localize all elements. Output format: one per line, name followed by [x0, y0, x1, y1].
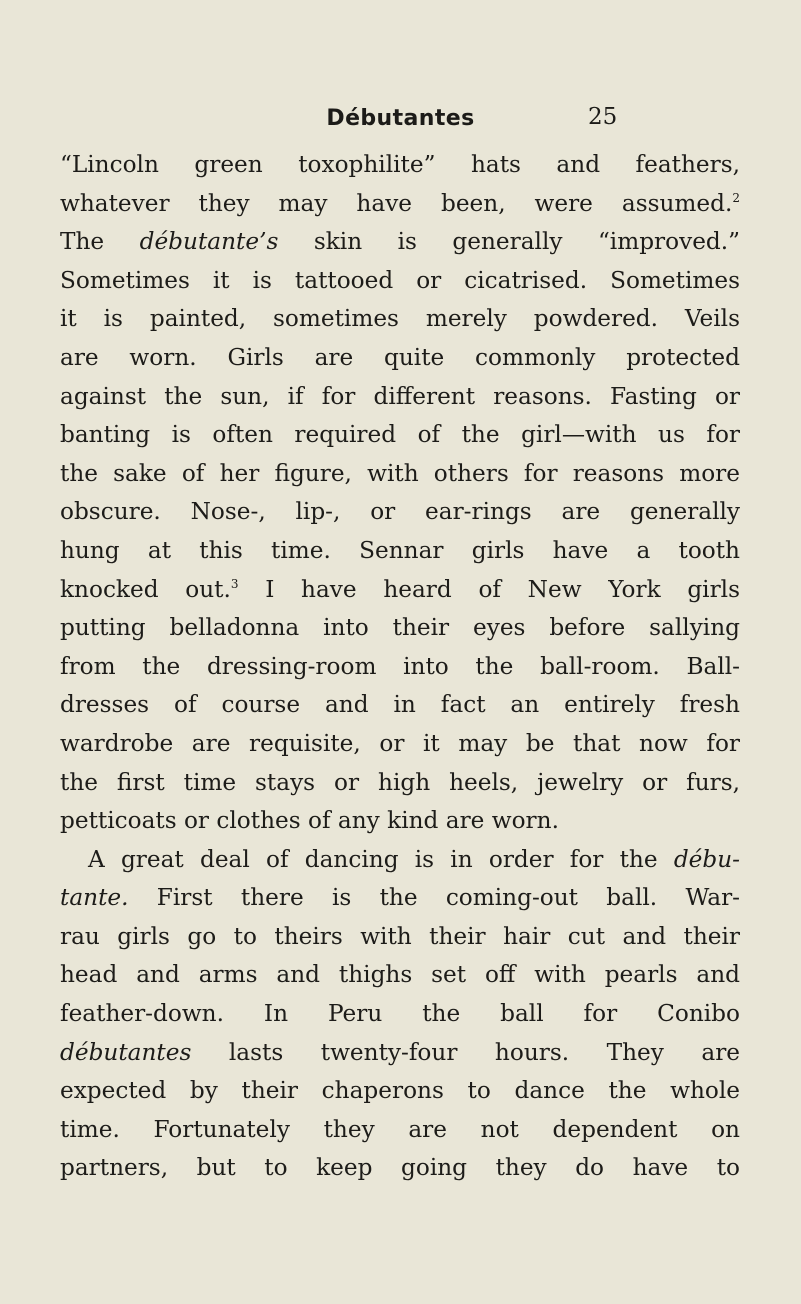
line-text: head and arms and thighs set off with pearls and	[60, 961, 740, 989]
text-line	[60, 764, 740, 803]
line-text: A great deal of dancing is in order for the	[88, 845, 658, 873]
text-line	[60, 571, 740, 610]
line-text: banting is often required of the girl—with us for	[60, 421, 740, 449]
page-number: 25	[588, 104, 618, 130]
line-text: are worn. Girls are quite commonly protected	[60, 343, 740, 371]
line-text: putting belladonna into their eyes before sallying	[60, 614, 740, 642]
line-text: “Lincoln green toxophilite” hats and feathers,	[60, 151, 740, 178]
running-head: Débutantes	[326, 106, 475, 131]
text-line	[60, 648, 740, 687]
text-line	[60, 223, 740, 262]
text-line	[60, 1111, 740, 1150]
text-line	[60, 841, 740, 880]
text-line	[60, 339, 740, 378]
line-text: time. Fortunately they are not dependent on	[60, 1115, 740, 1143]
line-text: Sometimes it is tattooed or cicatrised. Sometimes	[60, 266, 740, 294]
text-line	[60, 1072, 740, 1111]
text-line	[60, 493, 740, 532]
line-text: rau girls go to theirs with their hair cut and their	[60, 922, 740, 950]
line-text: the sake of her figure, with others for reasons more	[60, 459, 740, 487]
line-text: against the sun, if for different reasons. Fasting or	[60, 382, 740, 410]
line-text: knocked out.	[60, 575, 231, 603]
footnote-mark: 2	[732, 190, 740, 205]
text-line	[60, 802, 740, 841]
text-line	[60, 378, 740, 417]
text-line	[60, 416, 740, 455]
line-text: First there is the coming-out ball. War-	[156, 884, 741, 912]
line-text: petticoats or clothes of any kind are worn.	[60, 807, 559, 835]
text-line	[60, 918, 740, 957]
footnote-mark: 3	[230, 576, 239, 591]
line-text: I have heard of New York girls	[265, 575, 740, 603]
italic-term: débutante’s	[139, 228, 279, 256]
text-line	[60, 532, 740, 571]
text-line	[60, 455, 740, 494]
text-line	[60, 262, 740, 301]
line-text: whatever they may have been, were assumed.	[60, 189, 733, 217]
text-line	[60, 879, 740, 918]
line-text: expected by their chaperons to dance the whole	[60, 1077, 740, 1105]
line-text: skin is generally “improved.”	[313, 228, 740, 256]
line-text: dresses of course and in fact an entirely fresh	[60, 691, 740, 719]
line-text: The	[60, 228, 105, 256]
line-text: from the dressing-room into the ball-room. Ball-	[60, 652, 740, 680]
text-line	[60, 686, 740, 725]
text-line	[60, 725, 740, 764]
text-line	[60, 1149, 740, 1188]
text-line	[60, 956, 740, 995]
italic-term: débu-	[673, 845, 740, 873]
italic-term: débutantes	[60, 1038, 192, 1066]
line-text: partners, but to keep going they do have to	[60, 1154, 740, 1182]
body-text	[60, 146, 740, 1188]
text-line	[60, 146, 740, 185]
italic-term: tante.	[60, 884, 129, 912]
line-text: wardrobe are requisite, or it may be that now for	[60, 729, 740, 757]
text-line	[60, 995, 740, 1034]
line-text: the first time stays or high heels, jewelry or furs,	[60, 768, 740, 796]
page-header	[0, 104, 801, 144]
text-line	[60, 1034, 740, 1073]
text-line	[60, 300, 740, 339]
line-text: it is painted, sometimes merely powdered. Veils	[60, 305, 740, 333]
line-text: hung at this time. Sennar girls have a tooth	[60, 536, 740, 564]
line-text: lasts twenty-four hours. They are	[228, 1038, 740, 1066]
text-line	[60, 185, 740, 224]
text-line	[60, 609, 740, 648]
line-text: feather-down. In Peru the ball for Conibo	[60, 1000, 740, 1028]
line-text: obscure. Nose-, lip-, or ear-rings are generally	[60, 498, 740, 526]
